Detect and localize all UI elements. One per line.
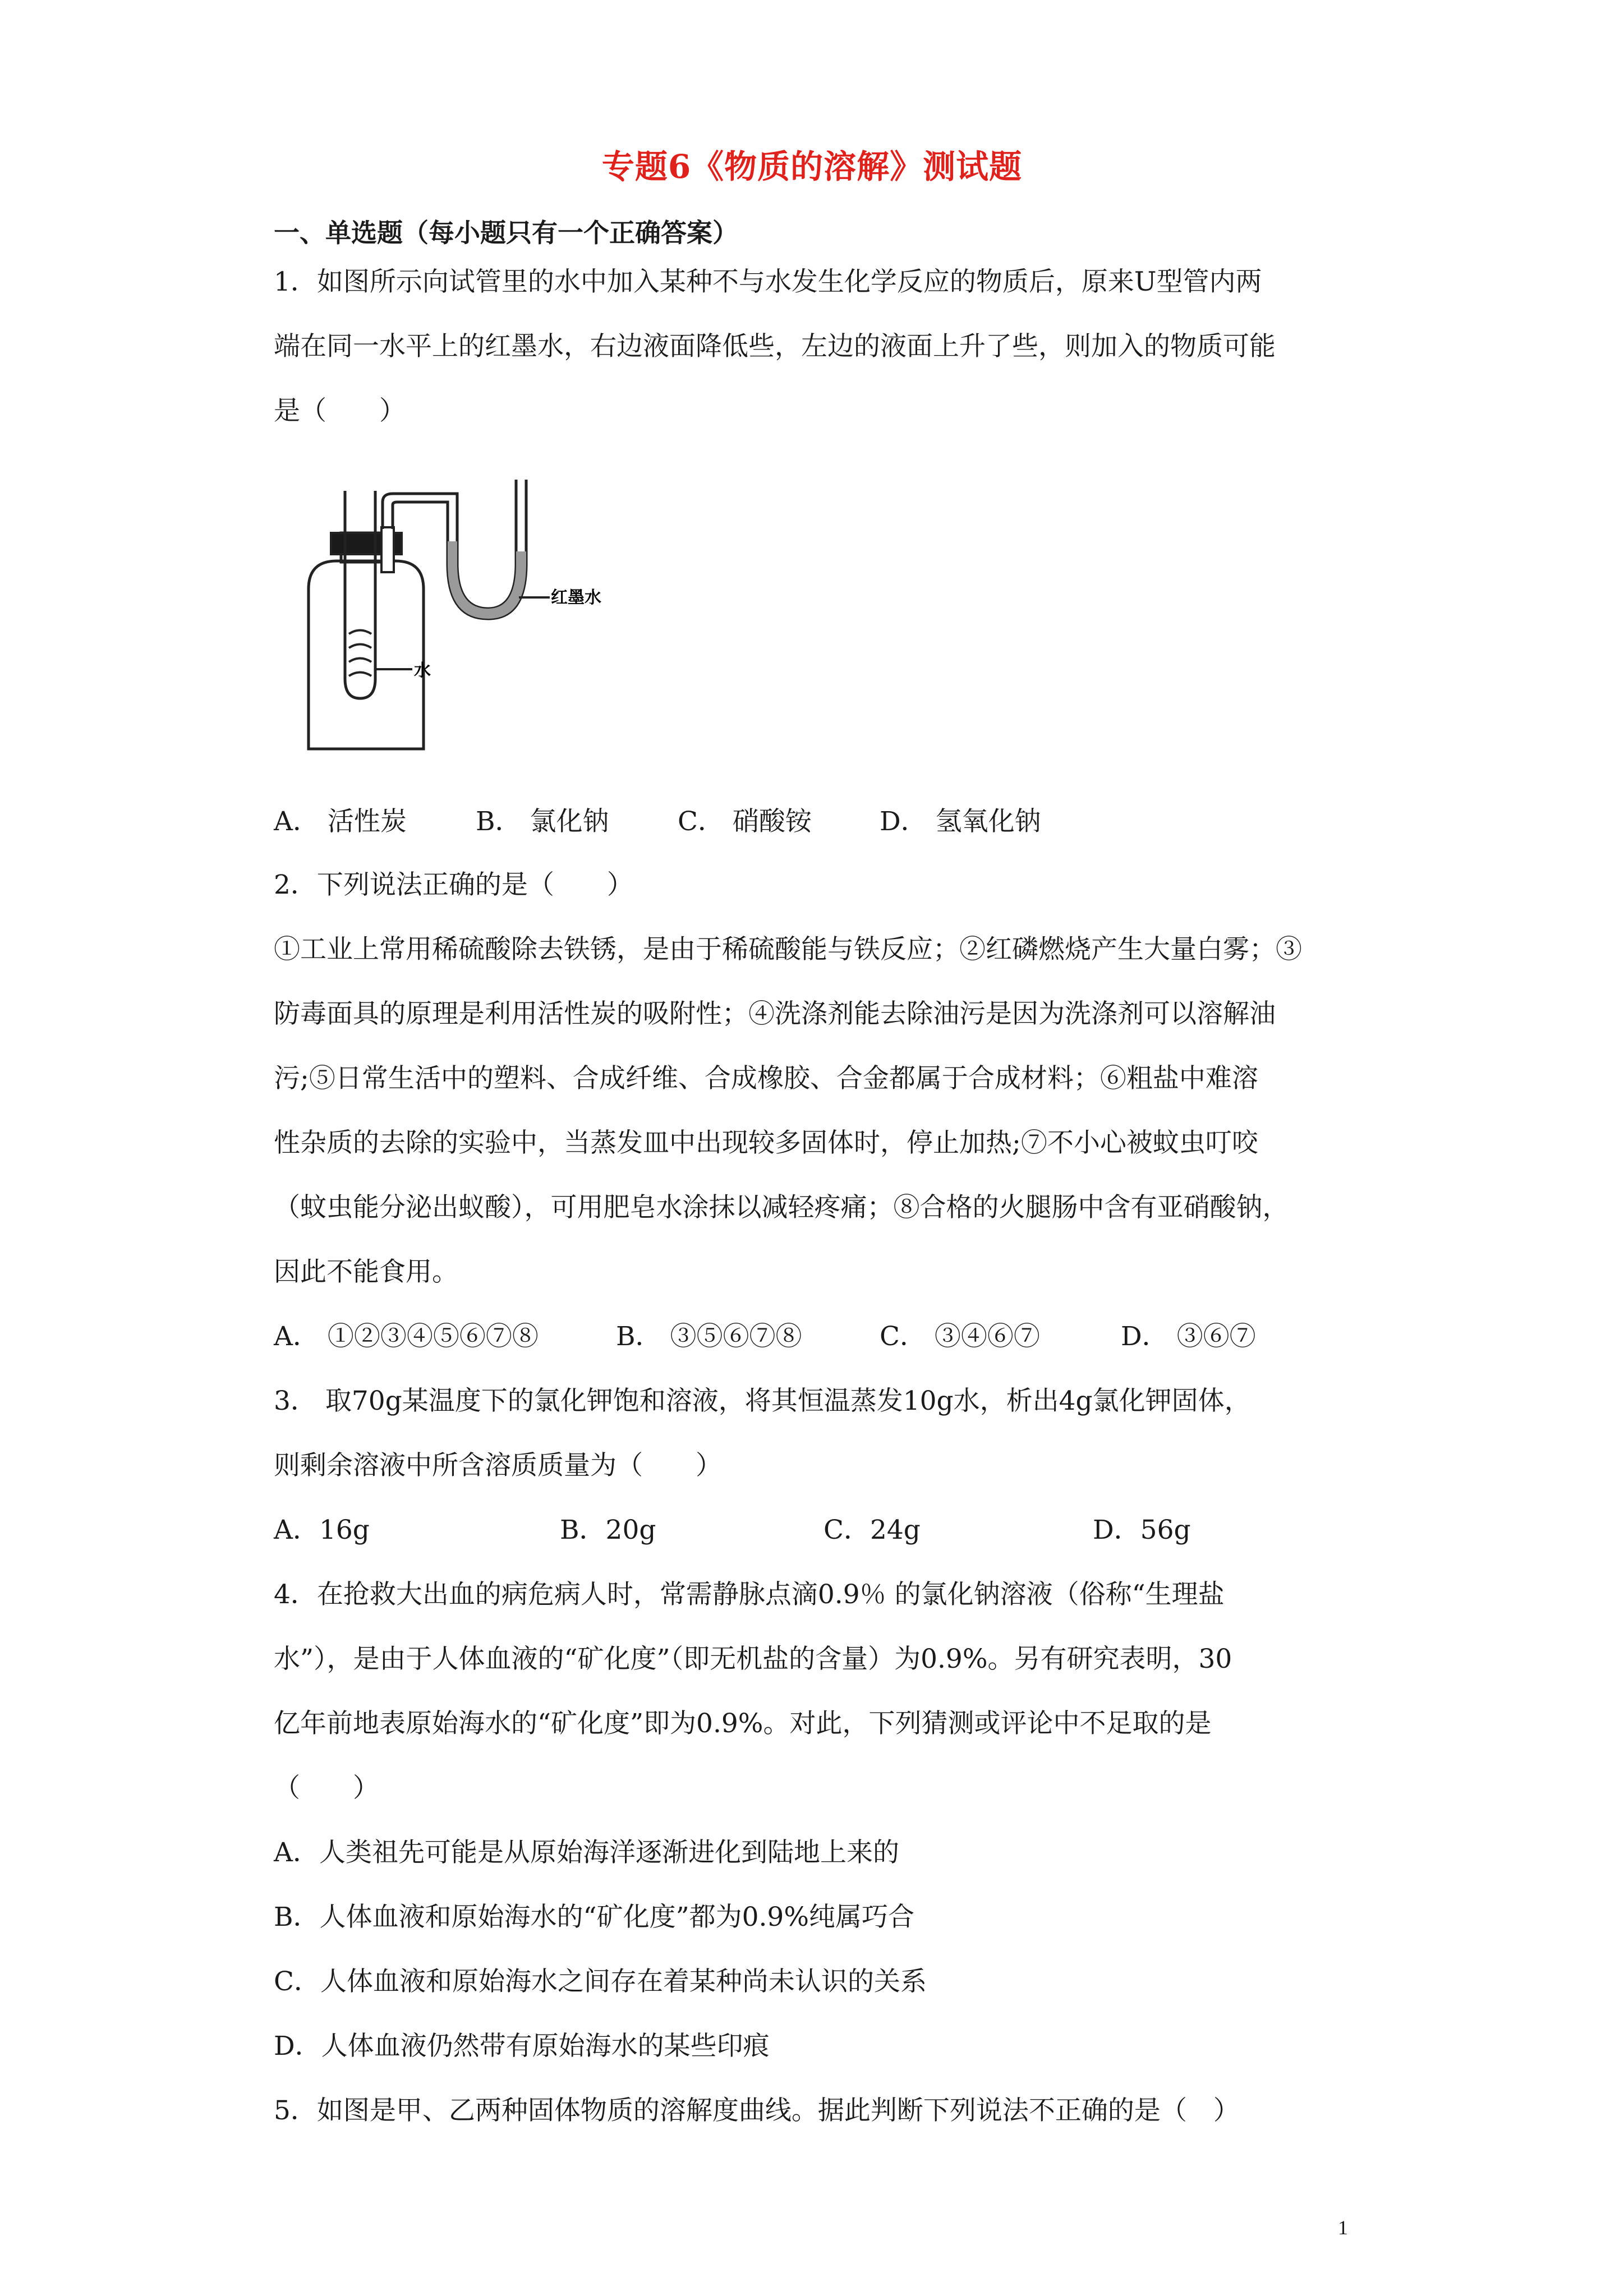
q1-line-2: 端在同一水平上的红墨水，右边液面降低些，左边的液面上升了些，则加入的物质可能 bbox=[274, 331, 1276, 362]
q1-option-b: B． 氯化钠 bbox=[476, 806, 609, 837]
q3-option-b: B．20g bbox=[560, 1515, 656, 1545]
q2-option-d: D． ③⑥⑦ bbox=[1121, 1321, 1256, 1352]
q4-line-1: 4．在抢救大出血的病危病人时，常需静脉点滴0.9％ 的氯化钠溶液（俗称“生理盐 bbox=[274, 1579, 1225, 1610]
q3-option-d: D．56g bbox=[1093, 1515, 1191, 1545]
q1-line-3: 是（ ） bbox=[274, 395, 406, 426]
q2-line-5: 性杂质的去除的实验中，当蒸发皿中出现较多固体时，停止加热;⑦不小心被蚊虫叮咬 bbox=[274, 1128, 1258, 1158]
q1-option-c: C． 硝酸铵 bbox=[678, 806, 812, 837]
q2-option-a: A． ①②③④⑤⑥⑦⑧ bbox=[274, 1321, 539, 1352]
q2-line-7: 因此不能食用。 bbox=[274, 1257, 458, 1287]
q3-option-a: A．16g bbox=[274, 1515, 370, 1545]
red-ink-label: 红墨水 bbox=[551, 588, 601, 608]
q1-line-1: 1．如图所示向试管里的水中加入某种不与水发生化学反应的物质后，原来U型管内两 bbox=[274, 266, 1262, 297]
q3-line-1: 3． 取70g某温度下的氯化钾饱和溶液，将其恒温蒸发10g水，析出4g氯化钾固体， bbox=[274, 1386, 1251, 1416]
q4-option-a: A．人类祖先可能是从原始海洋逐渐进化到陆地上来的 bbox=[274, 1837, 899, 1868]
section-heading: 一、单选题（每小题只有一个正确答案） bbox=[274, 218, 738, 248]
q2-line-4: 污;⑤日常生活中的塑料、合成纤维、合成橡胶、合金都属于合成材料；⑥粗盐中难溶 bbox=[274, 1063, 1258, 1094]
q2-line-6: （蚊虫能分泌出蚁酸），可用肥皂水涂抹以减轻疼痛；⑧合格的火腿肠中含有亚硝酸钠， bbox=[274, 1192, 1289, 1223]
q4-option-d: D．人体血液仍然带有原始海水的某些印痕 bbox=[274, 2031, 770, 2062]
q1-option-a: A． 活性炭 bbox=[274, 806, 407, 837]
q3-option-c: C．24g bbox=[823, 1515, 921, 1545]
q4-line-4: （ ） bbox=[274, 1773, 379, 1803]
q2-line-3: 防毒面具的原理是利用活性炭的吸附性；④洗涤剂能去除油污是因为洗涤剂可以溶解油 bbox=[274, 999, 1276, 1029]
q5-line-1: 5．如图是甲、乙两种固体物质的溶解度曲线。据此判断下列说法不正确的是（ ） bbox=[274, 2095, 1240, 2126]
page-number: 1 bbox=[1338, 2216, 1348, 2239]
apparatus-diagram bbox=[297, 480, 611, 760]
q2-option-c: C． ③④⑥⑦ bbox=[880, 1321, 1040, 1352]
q4-option-c: C．人体血液和原始海水之间存在着某种尚未认识的关系 bbox=[274, 1966, 927, 1997]
q2-option-b: B． ③⑤⑥⑦⑧ bbox=[616, 1321, 802, 1352]
water-label: 水 bbox=[414, 661, 431, 680]
q1-option-d: D． 氢氧化钠 bbox=[880, 806, 1041, 837]
q2-line-2: ①工业上常用稀硫酸除去铁锈，是由于稀硫酸能与铁反应；②红磷燃烧产生大量白雾；③ bbox=[274, 934, 1302, 965]
q4-option-b: B．人体血液和原始海水的“矿化度”都为0.9%纯属巧合 bbox=[274, 1902, 914, 1932]
q2-line-1: 2．下列说法正确的是（ ） bbox=[274, 869, 633, 900]
q4-line-2: 水”），是由于人体血液的“矿化度”（即无机盐的含量）为0.9%。另有研究表明，30 bbox=[274, 1644, 1232, 1674]
q3-line-2: 则剩余溶液中所含溶质质量为（ ） bbox=[274, 1450, 722, 1481]
q4-line-3: 亿年前地表原始海水的“矿化度”即为0.9%。对此，下列猜测或评论中不足取的是 bbox=[274, 1708, 1212, 1739]
page-title: 专题6《物质的溶解》测试题 bbox=[601, 148, 1023, 186]
